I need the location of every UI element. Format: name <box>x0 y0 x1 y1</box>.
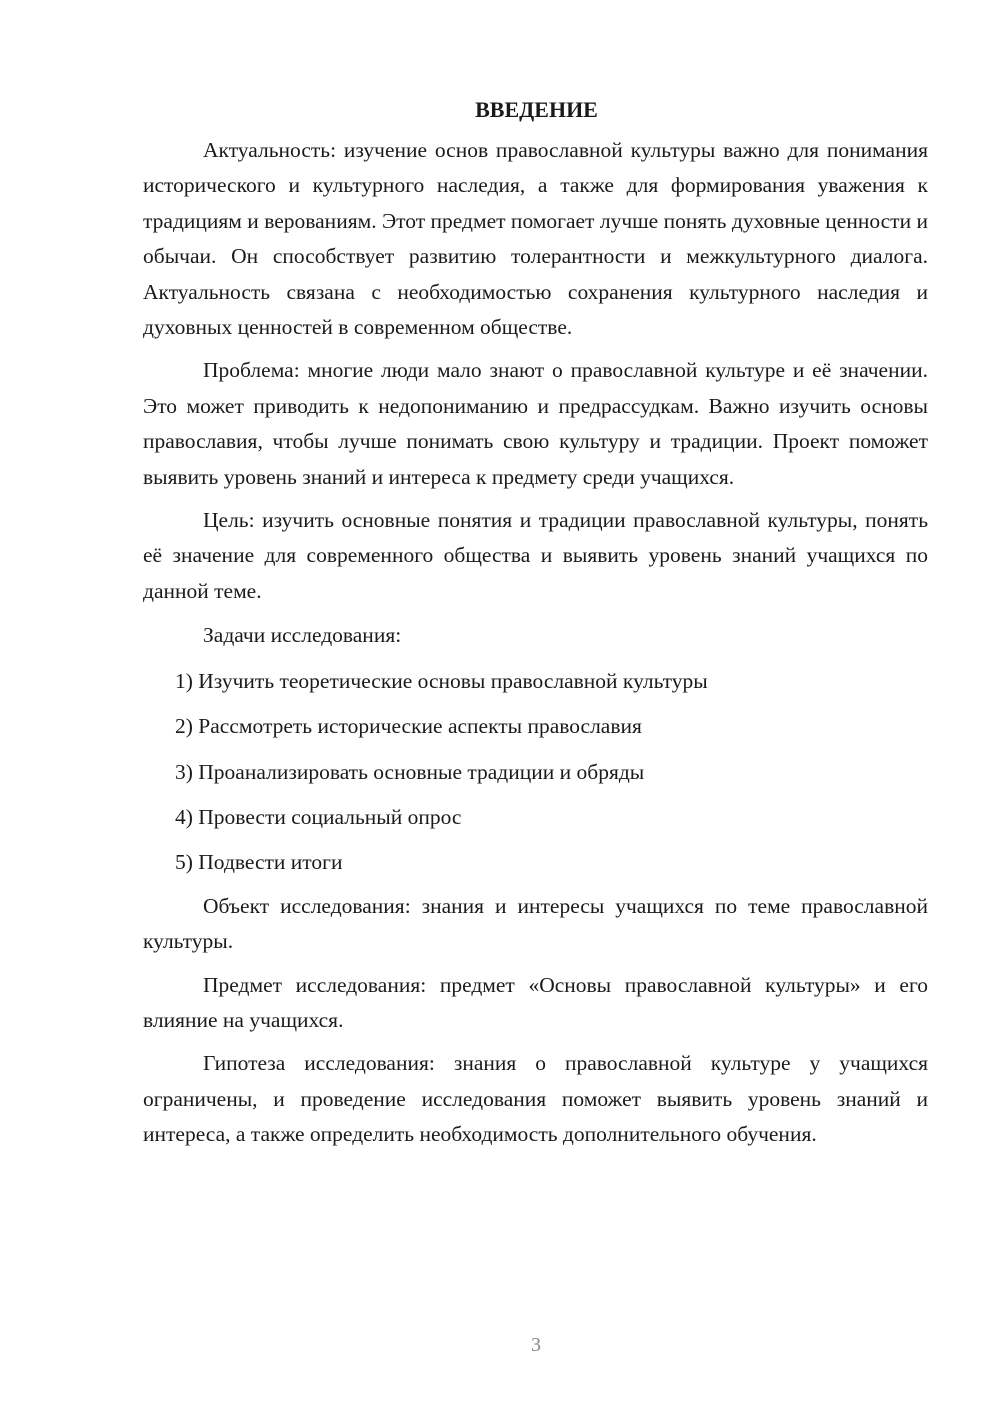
tasks-list <box>143 664 928 881</box>
list-item: 2) Рассмотреть исторические аспекты православия <box>175 714 642 739</box>
subject-paragraph: Предмет исследования: предмет «Основы православной культуры» и его влияние на учащихся. <box>143 972 928 1032</box>
relevance-paragraph: Актуальность: изучение основ православной культуры важно для понимания исторического и культурного наследия, а также для формирования уважения к традициям и верованиям. Этот предмет помогает лучше понять духовные ценности и обычаи. Он способствует развитию толерантности и межкультурного диалога. Актуальность связана с необходимостью сохранения культурного наследия и духовных ценностей в современном обществе. <box>143 138 928 340</box>
document-page <box>143 93 928 1153</box>
hypothesis-paragraph: Гипотеза исследования: знания о православной культуре у учащихся ограничены, и проведение исследования поможет выявить уровень знаний и интереса, а также определить необходимость дополнительного обучения. <box>143 1051 928 1147</box>
list-item: 3) Проанализировать основные традиции и обряды <box>175 759 645 784</box>
list-item: 4) Провести социальный опрос <box>175 804 462 829</box>
page-number: 3 <box>531 1334 541 1356</box>
page-title: ВВЕДЕНИЕ <box>475 97 598 122</box>
tasks-heading: Задачи исследования: <box>203 623 402 648</box>
object-paragraph: Объект исследования: знания и интересы учащихся по теме православной культуры. <box>143 893 928 954</box>
list-item: 1) Изучить теоретические основы православной культуры <box>175 668 708 693</box>
goal-paragraph: Цель: изучить основные понятия и традиции православной культуры, понять её значение для современного общества и выявить уровень знаний учащихся по данной теме. <box>143 508 928 603</box>
list-item: 5) Подвести итоги <box>175 850 343 875</box>
problem-paragraph: Проблема: многие люди мало знают о православной культуре и её значении. Это может приводить к недопониманию и предрассудкам. Важно изучить основы православия, чтобы лучше понимать свою культуру и традиции. Проект поможет выявить уровень знаний и интереса к предмету среди учащихся. <box>143 358 928 489</box>
